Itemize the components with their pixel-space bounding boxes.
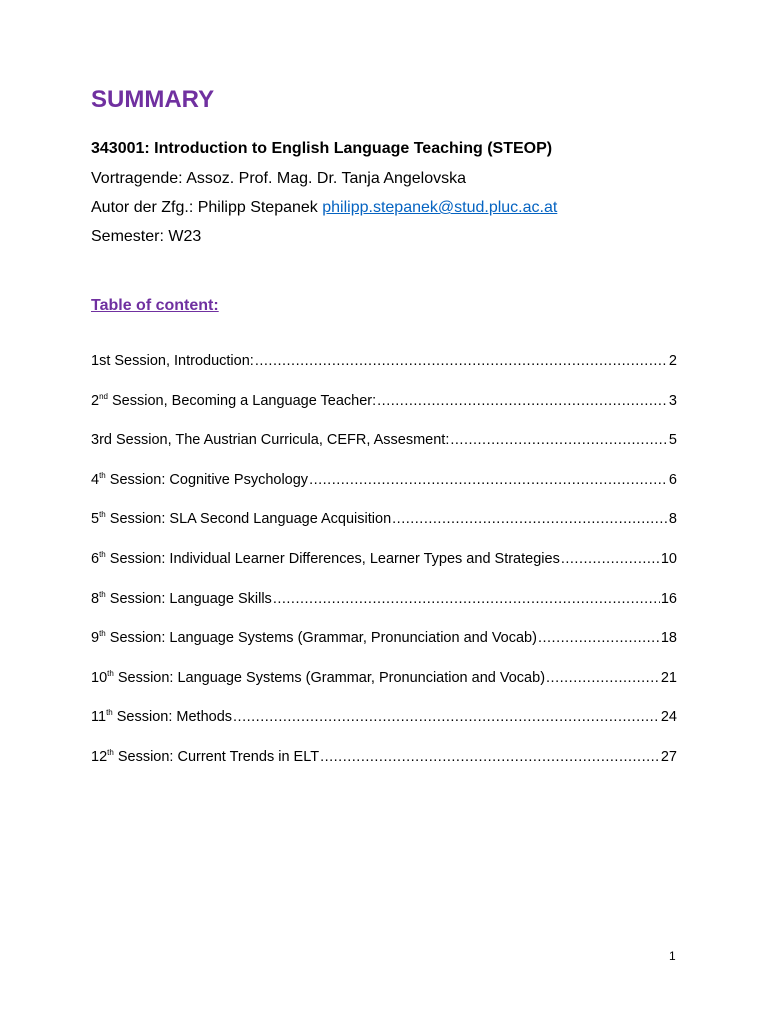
toc-entry-page: 21 bbox=[660, 669, 677, 686]
toc-entry-title bbox=[91, 511, 391, 527]
toc-entry-text: Session: Methods bbox=[112, 709, 233, 726]
toc-entry-prefix: 8 bbox=[91, 590, 100, 607]
toc-dot-leader bbox=[320, 749, 660, 765]
toc-entry-page: 18 bbox=[660, 630, 677, 647]
semester-line: Semester: W23 bbox=[91, 228, 202, 245]
toc-entry-text: Session: Language Systems (Grammar, Pronunciation and Vocab) bbox=[105, 630, 537, 647]
lecturer-line: Vortragende: Assoz. Prof. Mag. Dr. Tanja Angelovska bbox=[91, 170, 467, 187]
toc-entry[interactable] bbox=[91, 749, 677, 789]
toc-entry-text: Session: SLA Second Language Acquisition bbox=[105, 511, 392, 528]
toc-entry-ordinal-suffix: th bbox=[99, 629, 106, 639]
toc-dot-leader bbox=[309, 472, 668, 488]
toc-entry-page: 10 bbox=[660, 550, 677, 567]
toc-entry-prefix: 6 bbox=[91, 550, 100, 567]
toc-entry[interactable] bbox=[91, 472, 677, 512]
toc-entry-title bbox=[91, 393, 376, 409]
toc-dot-leader bbox=[561, 551, 660, 567]
toc-entry-text: Session: Language Systems (Grammar, Pronunciation and Vocab) bbox=[113, 669, 546, 686]
document-title: SUMMARY bbox=[91, 86, 215, 113]
toc-entry-ordinal-suffix: th bbox=[107, 668, 114, 678]
toc-entry-text: Session: Language Skills bbox=[105, 590, 272, 607]
toc-entry[interactable] bbox=[91, 511, 677, 551]
toc-entry-page: 6 bbox=[668, 471, 677, 488]
toc-entry-title bbox=[91, 670, 545, 686]
toc-dot-leader bbox=[546, 670, 660, 686]
toc-dot-leader bbox=[255, 353, 668, 369]
toc-dot-leader bbox=[377, 393, 668, 409]
toc-entry-prefix: 9 bbox=[91, 630, 100, 647]
table-of-contents bbox=[91, 353, 677, 789]
toc-entry-prefix: 11 bbox=[91, 709, 107, 726]
toc-entry-ordinal-suffix: th bbox=[107, 748, 114, 758]
toc-entry-ordinal-suffix: nd bbox=[99, 391, 108, 401]
toc-entry-page: 24 bbox=[660, 709, 677, 726]
toc-entry-title bbox=[91, 630, 537, 646]
toc-entry-title bbox=[91, 353, 254, 369]
toc-entry[interactable] bbox=[91, 709, 677, 749]
toc-entry-text: Session: Individual Learner Differences, Learner Types and Strategies bbox=[105, 550, 560, 567]
toc-entry-prefix: 1st Session, Introduction: bbox=[91, 353, 254, 369]
toc-entry-ordinal-suffix: th bbox=[99, 470, 106, 480]
toc-entry[interactable] bbox=[91, 630, 677, 670]
toc-entry[interactable] bbox=[91, 393, 677, 433]
toc-entry-page: 5 bbox=[668, 432, 677, 449]
author-label: Autor der Zfg.: Philipp Stepanek bbox=[91, 199, 323, 216]
page-number: 1 bbox=[669, 949, 676, 963]
toc-dot-leader bbox=[450, 432, 668, 448]
toc-entry-text: Session: Current Trends in ELT bbox=[113, 748, 320, 765]
toc-entry-title bbox=[91, 472, 308, 488]
toc-entry-prefix: 5 bbox=[91, 511, 100, 528]
toc-entry-title bbox=[91, 591, 272, 607]
author-line bbox=[91, 199, 557, 217]
toc-entry-ordinal-suffix: th bbox=[99, 510, 106, 520]
toc-entry-prefix: 12 bbox=[91, 748, 108, 765]
toc-entry-prefix: 3rd Session, The Austrian Curricula, CEFR, Assesment: bbox=[91, 432, 450, 449]
toc-entry[interactable] bbox=[91, 670, 677, 710]
toc-dot-leader bbox=[273, 591, 660, 607]
author-email-link[interactable]: philipp.stepanek@stud.pluc.ac.at bbox=[322, 199, 558, 216]
toc-entry[interactable] bbox=[91, 551, 677, 591]
toc-entry-title bbox=[91, 432, 449, 448]
toc-entry-text: Session: Cognitive Psychology bbox=[105, 471, 309, 488]
toc-entry-ordinal-suffix: th bbox=[106, 708, 113, 718]
toc-heading: Table of content: bbox=[91, 297, 219, 314]
toc-entry[interactable] bbox=[91, 432, 677, 472]
document-page bbox=[91, 0, 677, 1024]
toc-entry-prefix: 4 bbox=[91, 471, 100, 488]
toc-dot-leader bbox=[392, 511, 668, 527]
toc-entry-page: 3 bbox=[668, 392, 677, 409]
toc-entry-page: 16 bbox=[660, 590, 677, 607]
toc-entry-prefix: 10 bbox=[91, 669, 108, 686]
toc-entry-ordinal-suffix: th bbox=[99, 589, 106, 599]
toc-entry-text: Session, Becoming a Language Teacher: bbox=[107, 392, 377, 409]
toc-entry-ordinal-suffix: th bbox=[99, 550, 106, 560]
toc-entry-title bbox=[91, 749, 319, 765]
course-title: 343001: Introduction to English Language Teaching (STEOP) bbox=[91, 140, 553, 157]
toc-entry[interactable] bbox=[91, 353, 677, 393]
toc-entry-title bbox=[91, 551, 560, 567]
toc-entry-page: 2 bbox=[668, 353, 677, 369]
toc-entry-prefix: 2 bbox=[91, 392, 100, 409]
toc-entry-page: 27 bbox=[660, 748, 677, 765]
toc-entry-title bbox=[91, 709, 232, 725]
toc-entry-page: 8 bbox=[668, 511, 677, 528]
toc-entry[interactable] bbox=[91, 591, 677, 631]
toc-dot-leader bbox=[233, 709, 660, 725]
toc-dot-leader bbox=[538, 630, 660, 646]
